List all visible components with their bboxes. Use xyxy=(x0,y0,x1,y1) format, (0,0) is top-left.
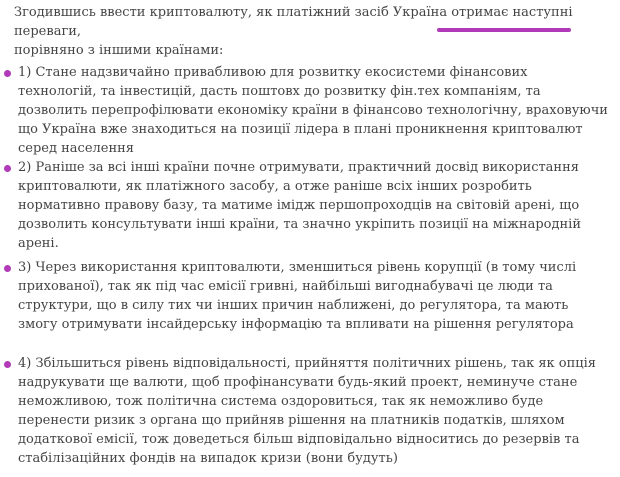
bullet-dot-icon xyxy=(4,265,11,272)
list-item-text: 1) Стане надзвичайно привабливою для розвитку екосистеми фінансових технологій, та інвестицій, дасть поштовх до розвитку фін.тех компаніям, та дозволить перепрофілювати економіку країни в фінансово технологічну, враховуючи що Україна вже знаходиться на позиції лідера в плані проникнення криптовалют серед населення xyxy=(18,65,608,156)
list-item xyxy=(14,158,610,253)
bullet-dot-icon xyxy=(4,361,11,368)
intro-text-before: Згодившись ввести криптовалюту, як платіжний засіб Україна отримає xyxy=(14,5,513,20)
list-item xyxy=(14,258,610,334)
intro-emphasis: наступні переваги xyxy=(14,5,573,39)
list-item-text: 3) Через використання криптовалюти, зменшиться рівень корупції (в тому числі прихованої), так як під час емісії гривні, найбільші вигоднабувачі це люди та структури, що в силу тих чи інших причин наближені, до регулятора, та мають змогу отримувати інсайдерську інформацію та впливати на рішення регулятора xyxy=(18,260,577,332)
intro-text-after: , xyxy=(76,24,82,39)
list-item-text: 4) Збільшиться рівень відповідальності, прийняття політичних рішень, так як опція надрукувати ще валюти, щоб профінансувати будь-який проект, неминуче стане неможливою, тож політична система оздоровиться, так як неможливо буде перенести ризик з органа що прийняв рішення на платників податків, шляхом додаткової емісії, тож доведеться більш відповідально відноситись до резервів та стабілізаційних фондів на випадок кризи (вони будуть) xyxy=(18,356,597,466)
list-item xyxy=(14,63,610,158)
list-item-text: 2) Раніше за всі інші країни почне отримувати, практичний досвід використання криптовалюти, як платіжного засобу, а отже раніше всіх інших розробить нормативно правову базу, та матиме імідж першопроходців на світовій арені, що дозволить консультувати інші країни, та значно укріпить позиції на міжнародній арені. xyxy=(18,160,581,251)
bullet-dot-icon xyxy=(4,165,11,172)
bullet-dot-icon xyxy=(4,70,11,77)
intro-line2: порівняно з іншими країнами: xyxy=(14,43,224,58)
list-item xyxy=(14,354,610,468)
highlight-underline xyxy=(437,28,571,32)
